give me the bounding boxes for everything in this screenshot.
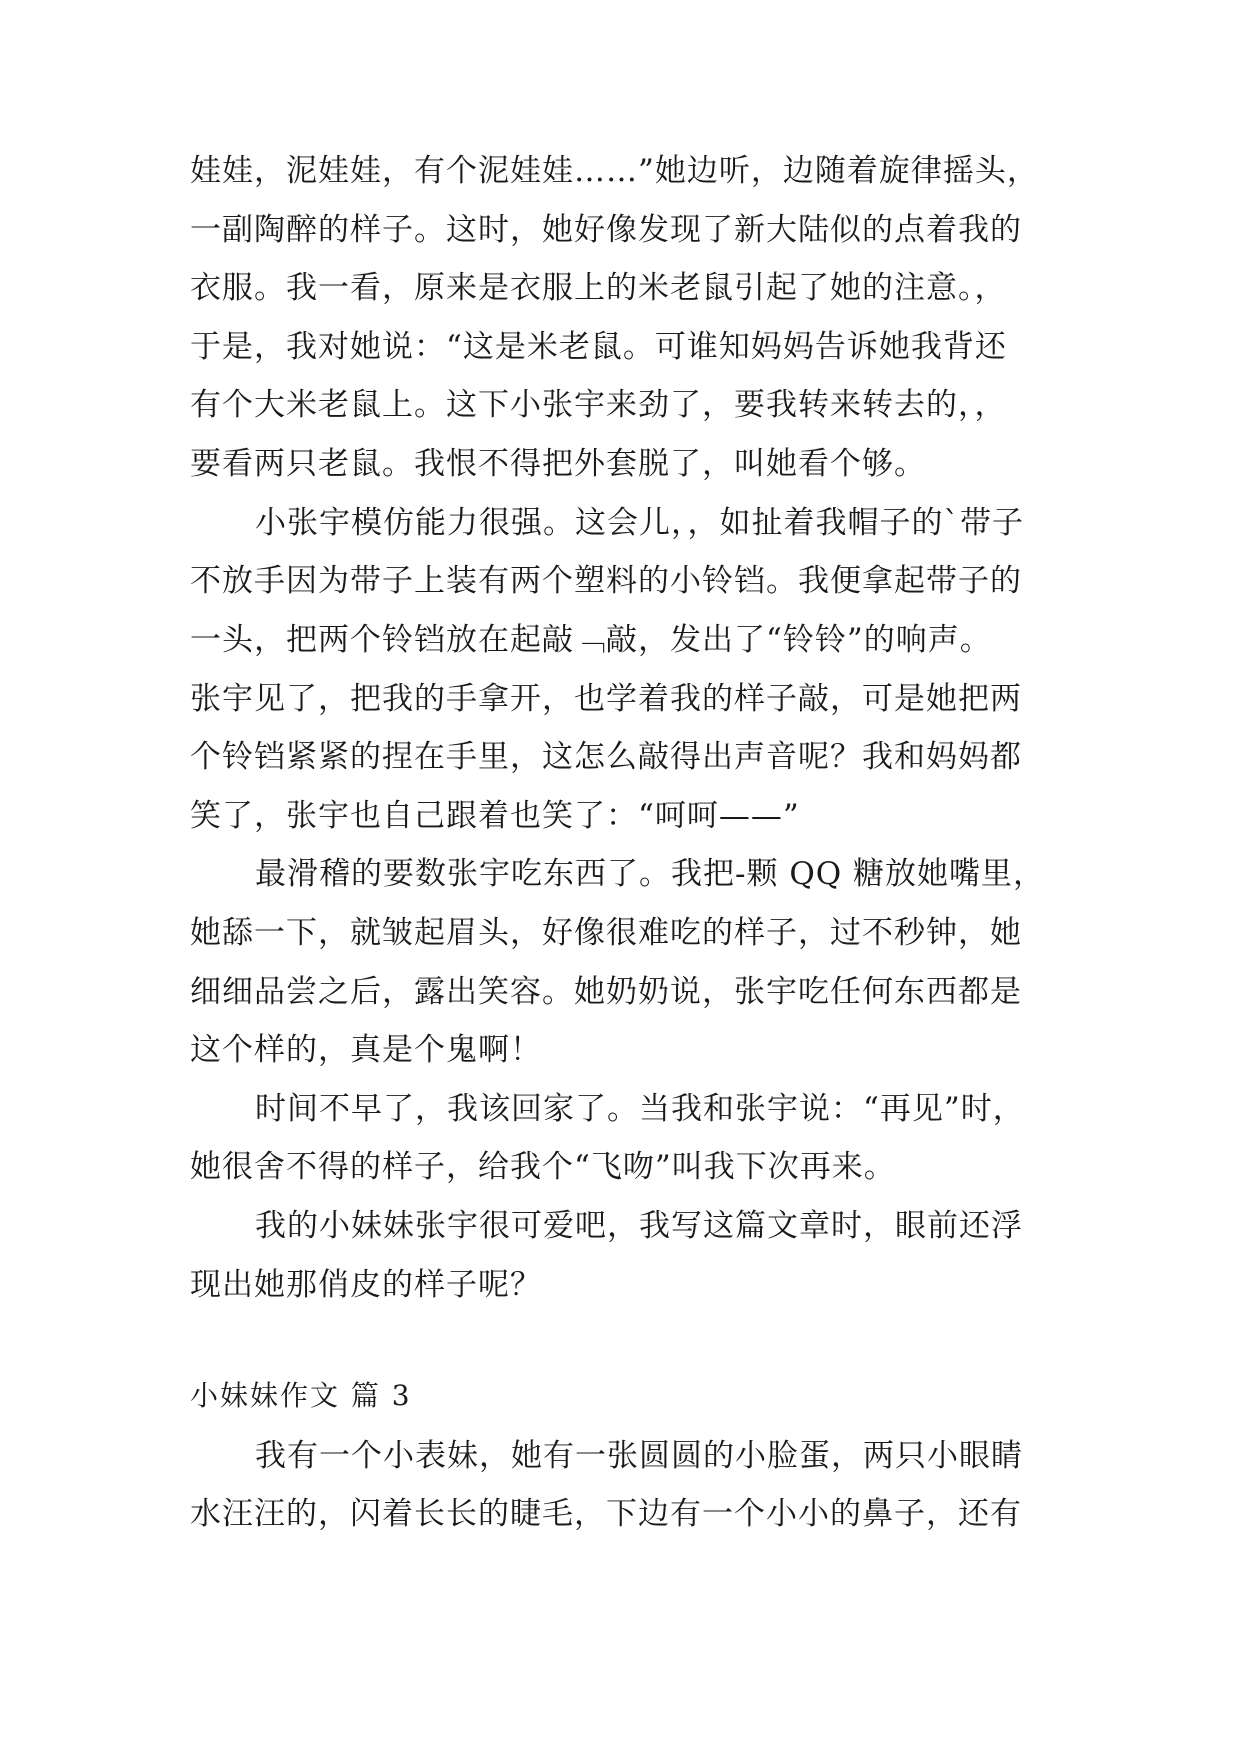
text-line: 水汪汪的，闪着长长的睫毛，下边有一个小小的鼻子，还有 — [190, 1496, 1022, 1532]
text-line: 现出她那俏皮的样子呢？ — [190, 1267, 542, 1303]
text-line: 衣服。我一看，原来是衣服上的米老鼠引起了她的注意。， — [190, 270, 1007, 306]
text-line: 张宇见了，把我的手拿开，也学着我的样子敲，可是她把两 — [190, 681, 1022, 717]
text-line: 有个大米老鼠上。这下小张宇来劲了，要我转来转去的，， — [190, 387, 1007, 423]
section-heading: 小妹妹作文 篇 3 — [190, 1379, 412, 1412]
text-line: 不放手因为带子上装有两个塑料的小铃铛。我便拿起带子的 — [190, 563, 1022, 599]
text-line: 细细品尝之后，露出笑容。她奶奶说，张宇吃任何东西都是 — [190, 974, 1022, 1010]
text-line: 要看两只老鼠。我恨不得把外套脱了，叫她看个够。 — [190, 446, 926, 482]
text-line: 我有一个小表妹，她有一张圆圆的小脸蛋，两只小眼睛 — [255, 1438, 1023, 1474]
text-line: 笑了，张宇也自己跟着也笑了：“呵呵——” — [190, 798, 800, 834]
text-line: 她很舍不得的样子，给我个“飞吻”叫我下次再来。 — [190, 1149, 896, 1185]
text-line: 于是，我对她说：“这是米老鼠。可谁知妈妈告诉她我背还 — [190, 329, 1007, 365]
text-line: 这个样的，真是个鬼啊！ — [190, 1032, 542, 1068]
text-line: 我的小妹妹张宇很可爱吧，我写这篇文章时，眼前还浮 — [255, 1208, 1023, 1244]
text-line: 娃娃，泥娃娃，有个泥娃娃……”她边听，边随着旋律摇头， — [190, 153, 1039, 189]
text-line: 她舔一下，就皱起眉头，好像很难吃的样子，过不秒钟，她 — [190, 915, 1022, 951]
text-line: 小张宇模仿能力很强。这会儿，，如扯着我帽子的`带子 — [255, 505, 1024, 541]
text-line: 一副陶醉的样子。这时，她好像发现了新大陆似的点着我的 — [190, 212, 1022, 248]
text-line: 时间不早了，我该回家了。当我和张宇说：“再见”时， — [255, 1091, 1025, 1127]
text-line: 一头，把两个铃铛放在起敲﹁敲，发出了“铃铃”的响声。 — [190, 622, 992, 658]
text-line: 最滑稽的要数张宇吃东西了。我把-颗 QQ 糖放她嘴里， — [255, 856, 1046, 892]
text-line: 个铃铛紧紧的捏在手里，这怎么敲得出声音呢？我和妈妈都 — [190, 739, 1022, 775]
